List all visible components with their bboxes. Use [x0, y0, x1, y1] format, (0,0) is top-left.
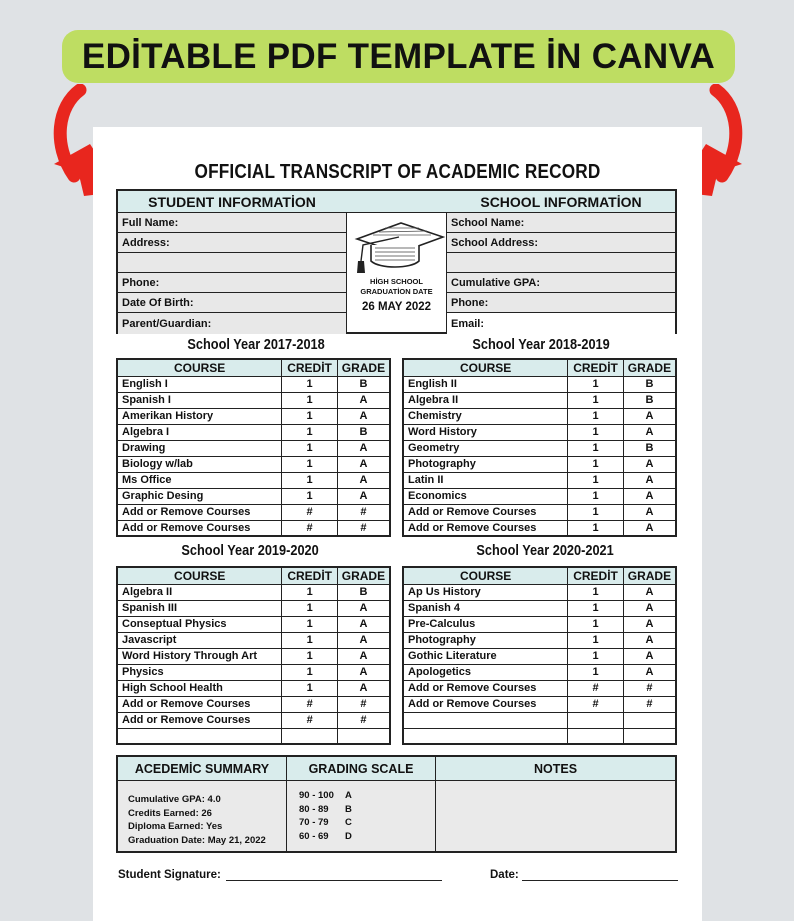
year-title-2017: School Year 2017-2018 — [187, 337, 325, 353]
grade-header: GRADE — [623, 359, 676, 376]
table-header-row — [117, 359, 390, 376]
grade-header: GRADE — [337, 567, 390, 584]
grade-cell[interactable]: B — [337, 376, 390, 392]
course-cell[interactable]: High School Health — [117, 680, 282, 696]
credit-cell[interactable]: 1 — [568, 632, 624, 648]
credit-cell[interactable] — [282, 728, 337, 744]
course-cell[interactable]: Physics — [117, 664, 282, 680]
course-cell[interactable]: Biology w/lab — [117, 456, 282, 472]
credit-cell[interactable]: # — [568, 680, 624, 696]
grade-cell[interactable]: # — [337, 504, 390, 520]
scale-row: 70 - 79 C — [299, 817, 352, 828]
credit-header: CREDİT — [282, 567, 337, 584]
grade-cell[interactable]: A — [623, 616, 676, 632]
credit-cell[interactable]: 1 — [282, 440, 338, 456]
table-row — [117, 584, 390, 600]
credit-cell[interactable]: 1 — [282, 392, 338, 408]
course-cell[interactable]: Add or Remove Courses — [403, 680, 568, 696]
course-cell[interactable]: Spanish 4 — [403, 600, 568, 616]
credit-cell[interactable]: 1 — [282, 616, 337, 632]
grade-cell[interactable]: B — [337, 424, 390, 440]
table-row — [117, 504, 390, 520]
table-row — [117, 648, 390, 664]
graduation-label-2: GRADUATİON DATE — [360, 287, 433, 296]
course-cell[interactable]: Apologetics — [403, 664, 568, 680]
course-cell[interactable] — [403, 712, 568, 728]
table-row — [117, 712, 390, 728]
transcript-page — [93, 127, 702, 921]
table-row — [117, 728, 390, 744]
course-cell[interactable]: Amerikan History — [117, 408, 282, 424]
course-cell[interactable]: Ap Us History — [403, 584, 568, 600]
credit-cell[interactable]: 1 — [568, 392, 624, 408]
scale-row: 60 - 69 D — [299, 830, 352, 842]
grade-cell[interactable]: B — [623, 376, 676, 392]
table-row — [403, 584, 676, 600]
credit-cell[interactable]: 1 — [282, 424, 338, 440]
credit-cell[interactable]: 1 — [568, 664, 624, 680]
table-row — [403, 504, 676, 520]
credit-cell[interactable]: # — [282, 520, 338, 536]
table-header-row — [403, 359, 676, 376]
grading-scale-header: GRADING SCALE — [287, 757, 435, 781]
course-cell[interactable]: Word History — [403, 424, 568, 440]
credit-cell[interactable]: 1 — [568, 376, 624, 392]
credit-cell[interactable] — [568, 728, 624, 744]
credit-cell[interactable]: 1 — [282, 408, 338, 424]
student-signature — [118, 869, 442, 881]
credit-cell[interactable]: 1 — [282, 376, 338, 392]
course-table-2020 — [402, 566, 677, 745]
course-cell[interactable]: Algebra I — [117, 424, 282, 440]
graduation-cap-icon — [349, 217, 445, 277]
credit-cell[interactable]: 1 — [282, 488, 338, 504]
table-row — [403, 376, 676, 392]
table-row — [117, 440, 390, 456]
course-header: COURSE — [117, 567, 282, 584]
grade-cell[interactable]: B — [337, 584, 390, 600]
grade-cell[interactable]: A — [337, 456, 390, 472]
grade-cell[interactable]: B — [623, 440, 676, 456]
credit-cell[interactable]: 1 — [282, 648, 337, 664]
course-header: COURSE — [403, 567, 568, 584]
credit-header: CREDİT — [282, 359, 338, 376]
course-cell[interactable]: Ms Office — [117, 472, 282, 488]
grade-header: GRADE — [623, 567, 676, 584]
course-cell[interactable]: Conseptual Physics — [117, 616, 282, 632]
cumulative-gpa-field[interactable]: Cumulative GPA: — [447, 273, 675, 293]
table-row — [403, 632, 676, 648]
course-cell[interactable]: Javascript — [117, 632, 282, 648]
credit-cell[interactable]: 1 — [568, 648, 624, 664]
template-banner: EDİTABLE PDF TEMPLATE İN CANVA — [62, 30, 735, 83]
table-row — [117, 632, 390, 648]
grade-cell[interactable]: A — [337, 440, 390, 456]
course-cell[interactable]: Photography — [403, 456, 568, 472]
graduation-box — [346, 213, 447, 332]
table-row — [403, 664, 676, 680]
credit-cell[interactable]: 1 — [568, 440, 624, 456]
credit-cell[interactable]: 1 — [282, 472, 338, 488]
course-cell[interactable]: Add or Remove Courses — [117, 520, 282, 536]
grade-cell[interactable]: A — [337, 632, 390, 648]
table-row — [403, 488, 676, 504]
credit-cell[interactable]: 1 — [282, 600, 337, 616]
notes-area[interactable] — [436, 781, 675, 851]
course-cell[interactable]: Spanish I — [117, 392, 282, 408]
credit-cell[interactable]: 1 — [282, 664, 337, 680]
grade-cell[interactable]: A — [623, 520, 676, 536]
table-row — [117, 520, 390, 536]
school-info-header: SCHOOL INFORMATİON — [447, 191, 675, 213]
scale-row: 90 - 100 A — [299, 790, 352, 801]
school-fields — [447, 213, 675, 334]
course-cell[interactable]: Algebra II — [117, 584, 282, 600]
course-cell[interactable]: Algebra II — [403, 392, 568, 408]
summary-credits: Credits Earned: 26 — [128, 807, 212, 819]
table-row — [403, 392, 676, 408]
table-row — [403, 648, 676, 664]
grade-cell[interactable]: A — [337, 392, 390, 408]
table-row — [117, 616, 390, 632]
school-address-field[interactable]: School Address: — [447, 233, 675, 253]
course-cell[interactable]: Pre-Calculus — [403, 616, 568, 632]
grade-cell[interactable]: A — [337, 408, 390, 424]
summary-section — [116, 755, 677, 853]
table-row — [403, 616, 676, 632]
date-line[interactable] — [522, 869, 678, 881]
grade-cell[interactable]: # — [623, 696, 676, 712]
graduation-date: 26 MAY 2022 — [361, 301, 432, 313]
grade-cell[interactable]: # — [337, 712, 390, 728]
academic-summary — [118, 757, 287, 851]
course-cell[interactable]: Add or Remove Courses — [403, 520, 568, 536]
guardian-field[interactable]: Parent/Guardian: — [118, 313, 346, 334]
scale-row: 80 - 89 B — [299, 803, 352, 815]
course-cell[interactable]: Graphic Desing — [117, 488, 282, 504]
grade-cell[interactable]: # — [337, 696, 390, 712]
table-row — [117, 392, 390, 408]
credit-cell[interactable]: 1 — [568, 584, 624, 600]
credit-cell[interactable]: 1 — [282, 456, 338, 472]
table-row — [117, 472, 390, 488]
full-name-field[interactable]: Full Name: — [118, 213, 346, 233]
table-row — [117, 376, 390, 392]
table-row — [403, 520, 676, 536]
summary-graduation-date: Graduation Date: May 21, 2022 — [128, 834, 266, 846]
course-cell[interactable]: Add or Remove Courses — [403, 504, 568, 520]
date-label: Date: — [490, 869, 519, 881]
school-name-field[interactable]: School Name: — [447, 213, 675, 233]
academic-summary-header: ACEDEMİC SUMMARY — [118, 757, 286, 781]
grade-cell[interactable]: A — [623, 424, 676, 440]
grade-cell[interactable]: A — [623, 504, 676, 520]
credit-cell[interactable]: # — [282, 712, 337, 728]
student-signature-label: Student Signature: — [118, 869, 221, 881]
credit-cell[interactable]: 1 — [568, 488, 624, 504]
credit-header: CREDİT — [568, 567, 624, 584]
course-cell[interactable]: Geometry — [403, 440, 568, 456]
credit-cell[interactable]: 1 — [568, 472, 624, 488]
course-cell[interactable]: Word History Through Art — [117, 648, 282, 664]
grade-cell[interactable]: A — [623, 648, 676, 664]
credit-cell[interactable]: # — [282, 504, 338, 520]
year-title-2020: School Year 2020-2021 — [476, 543, 614, 559]
credit-header: CREDİT — [568, 359, 624, 376]
document-title: OFFICIAL TRANSCRIPT OF ACADEMIC RECORD — [194, 161, 601, 183]
grade-cell[interactable]: A — [623, 584, 676, 600]
graduation-label-1: HİGH SCHOOL — [370, 277, 423, 286]
course-table-2018 — [402, 358, 677, 537]
table-row — [403, 728, 676, 744]
table-row — [403, 712, 676, 728]
grade-cell[interactable]: B — [623, 392, 676, 408]
table-row — [403, 680, 676, 696]
school-email-field[interactable]: Email: — [447, 313, 675, 334]
grade-cell[interactable]: A — [337, 664, 390, 680]
table-row — [117, 664, 390, 680]
grade-cell[interactable]: A — [337, 680, 390, 696]
address-line2-field[interactable] — [118, 253, 346, 273]
credit-cell[interactable]: 1 — [568, 424, 624, 440]
table-row — [117, 456, 390, 472]
credit-cell[interactable]: 1 — [282, 584, 337, 600]
credit-cell[interactable]: 1 — [282, 632, 337, 648]
table-row — [403, 456, 676, 472]
notes — [436, 757, 675, 851]
grade-cell[interactable]: A — [623, 408, 676, 424]
table-row — [403, 696, 676, 712]
grading-scale — [287, 757, 436, 851]
course-table-2017 — [116, 358, 391, 537]
course-cell[interactable]: Add or Remove Courses — [117, 504, 282, 520]
table-row — [117, 488, 390, 504]
school-phone-field[interactable]: Phone: — [447, 293, 675, 313]
course-cell[interactable]: English II — [403, 376, 568, 392]
grade-cell[interactable]: A — [337, 488, 390, 504]
info-section — [116, 189, 677, 334]
course-header: COURSE — [117, 359, 282, 376]
course-cell[interactable]: Spanish III — [117, 600, 282, 616]
grade-cell[interactable]: # — [623, 680, 676, 696]
table-row — [117, 696, 390, 712]
credit-cell[interactable]: 1 — [282, 680, 337, 696]
course-cell[interactable]: Economics — [403, 488, 568, 504]
grade-cell[interactable]: A — [623, 488, 676, 504]
grade-cell[interactable]: A — [623, 664, 676, 680]
student-fields — [118, 213, 346, 334]
grade-cell[interactable]: A — [623, 456, 676, 472]
summary-diploma: Diploma Earned: Yes — [128, 821, 223, 832]
table-row — [117, 600, 390, 616]
grade-header: GRADE — [337, 359, 390, 376]
student-info-header: STUDENT INFORMATİON — [118, 191, 346, 213]
table-header-row — [403, 567, 676, 584]
table-row — [403, 440, 676, 456]
student-signature-line[interactable] — [226, 869, 442, 881]
grade-cell[interactable]: # — [337, 520, 390, 536]
course-cell[interactable] — [403, 728, 568, 744]
table-row — [117, 424, 390, 440]
course-cell[interactable]: Latin II — [403, 472, 568, 488]
course-cell[interactable]: Photography — [403, 632, 568, 648]
course-cell[interactable]: English I — [117, 376, 282, 392]
table-row — [403, 408, 676, 424]
grade-cell[interactable]: A — [337, 472, 390, 488]
grade-cell[interactable] — [623, 712, 676, 728]
course-cell[interactable] — [117, 728, 282, 744]
grade-cell[interactable]: A — [337, 616, 390, 632]
phone-field[interactable]: Phone: — [118, 273, 346, 293]
course-cell[interactable]: Drawing — [117, 440, 282, 456]
table-header-row — [117, 567, 390, 584]
signature-date — [490, 869, 678, 881]
grade-cell[interactable]: A — [623, 632, 676, 648]
credit-cell[interactable]: # — [568, 696, 624, 712]
birth-date-field[interactable]: Date Of Birth: — [118, 293, 346, 313]
grade-cell[interactable]: A — [623, 600, 676, 616]
year-title-2019: School Year 2019-2020 — [181, 543, 319, 559]
grade-cell[interactable] — [623, 728, 676, 744]
table-row — [403, 424, 676, 440]
table-row — [117, 408, 390, 424]
grade-cell[interactable] — [337, 728, 390, 744]
course-table-2019 — [116, 566, 391, 745]
credit-cell[interactable]: 1 — [568, 504, 624, 520]
credit-cell[interactable] — [568, 712, 624, 728]
credit-cell[interactable]: 1 — [568, 520, 624, 536]
course-header: COURSE — [403, 359, 568, 376]
summary-gpa: Cumulative GPA: 4.0 — [128, 794, 221, 805]
course-cell[interactable]: Chemistry — [403, 408, 568, 424]
course-cell[interactable]: Add or Remove Courses — [403, 696, 568, 712]
grade-cell[interactable]: A — [623, 472, 676, 488]
year-title-2018: School Year 2018-2019 — [472, 337, 610, 353]
table-row — [117, 680, 390, 696]
credit-cell[interactable]: 1 — [568, 456, 624, 472]
grade-cell[interactable]: A — [337, 600, 390, 616]
table-row — [403, 600, 676, 616]
notes-header: NOTES — [436, 757, 675, 781]
course-cell[interactable]: Add or Remove Courses — [117, 712, 282, 728]
header-spacer — [346, 191, 447, 213]
grade-cell[interactable]: A — [337, 648, 390, 664]
credit-cell[interactable]: 1 — [568, 408, 624, 424]
course-cell[interactable]: Add or Remove Courses — [117, 696, 282, 712]
table-row — [403, 472, 676, 488]
course-cell[interactable]: Gothic Literature — [403, 648, 568, 664]
credit-cell[interactable]: # — [282, 696, 337, 712]
address-field[interactable]: Address: — [118, 233, 346, 253]
credit-cell[interactable]: 1 — [568, 600, 624, 616]
school-address-line2-field[interactable] — [447, 253, 675, 273]
credit-cell[interactable]: 1 — [568, 616, 624, 632]
